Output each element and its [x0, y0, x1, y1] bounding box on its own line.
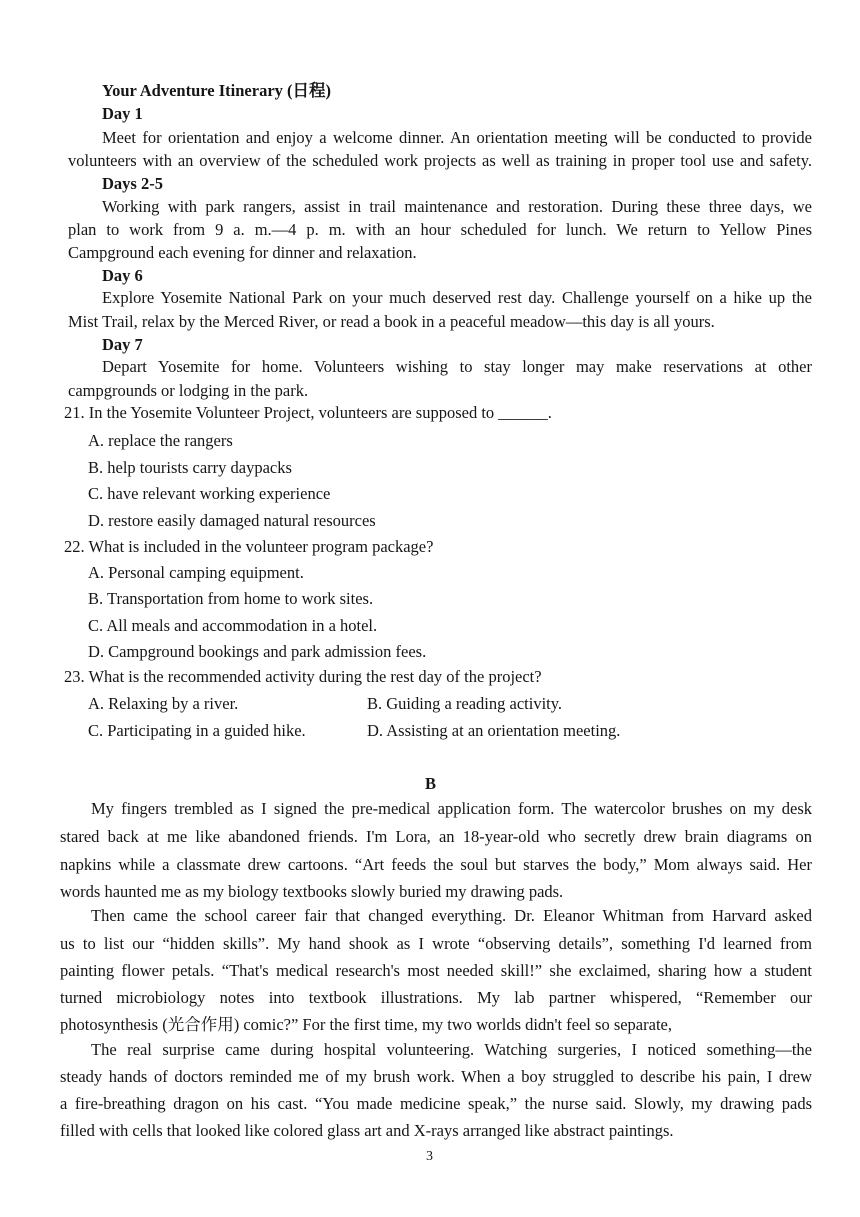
passage-line: steady hands of doctors reminded me of my brush work. When a boy struggled to describe his pain, I drew	[60, 1067, 812, 1086]
passage-line: napkins while a classmate drew cartoons. “Art feeds the soul but starves the body,” Mom always said. Her	[60, 855, 812, 874]
passage-line: filled with cells that looked like colored glass art and X-rays arranged like abstract paintings.	[60, 1121, 674, 1140]
day-1-line: Meet for orientation and enjoy a welcome dinner. An orientation meeting will be conducted to provide	[102, 128, 812, 147]
question-23-option[interactable]: D. Assisting at an orientation meeting.	[367, 721, 621, 740]
passage-line: photosynthesis (光合作用) comic?” For the first time, my two worlds didn't feel so separate,	[60, 1015, 672, 1034]
question-21-option[interactable]: B. help tourists carry daypacks	[88, 458, 292, 477]
passage-line: turned microbiology notes into textbook illustrations. My lab partner whispered, “Remember our	[60, 988, 812, 1007]
question-23-option[interactable]: C. Participating in a guided hike.	[88, 721, 306, 740]
day-7-heading: Day 7	[102, 335, 143, 354]
day-1-heading: Day 1	[102, 104, 143, 123]
question-21-stem: 21. In the Yosemite Volunteer Project, volunteers are supposed to ______.	[64, 403, 552, 422]
days-2-5-heading: Days 2-5	[102, 174, 163, 193]
days-2-5-line: Campground each evening for dinner and relaxation.	[68, 243, 417, 262]
question-22-option[interactable]: D. Campground bookings and park admission fees.	[88, 642, 427, 661]
day-7-line: campgrounds or lodging in the park.	[68, 381, 309, 400]
question-23-option[interactable]: A. Relaxing by a river.	[88, 694, 239, 713]
passage-line: a fire-breathing dragon on his cast. “You made medicine speak,” the nurse said. Slowly, my drawing pads	[60, 1094, 812, 1113]
day-1-line: volunteers with an overview of the scheduled work projects as well as training in proper tool use and safety.	[68, 151, 812, 170]
question-21-option[interactable]: A. replace the rangers	[88, 431, 233, 450]
question-21-option[interactable]: D. restore easily damaged natural resources	[88, 511, 376, 530]
passage-line: painting flower petals. “That's medical research's most needed skill!” she exclaimed, sharing how a student	[60, 961, 812, 980]
itinerary-title: Your Adventure Itinerary (日程)	[102, 81, 332, 100]
question-22-stem: 22. What is included in the volunteer program package?	[64, 537, 434, 556]
question-22-option[interactable]: A. Personal camping equipment.	[88, 563, 304, 582]
passage-line: us to list our “hidden skills”. My hand shook as I wrote “observing details”, something I'd learned from	[60, 934, 812, 953]
section-b-heading: B	[425, 774, 437, 793]
day-6-line: Mist Trail, relax by the Merced River, or read a book in a peaceful meadow—this day is all yours.	[68, 312, 715, 331]
passage-line: My fingers trembled as I signed the pre-medical application form. The watercolor brushes on my desk	[91, 799, 812, 818]
page-number: 3	[426, 1149, 433, 1164]
question-22-option[interactable]: C. All meals and accommodation in a hotel.	[88, 616, 378, 635]
day-6-line: Explore Yosemite National Park on your much deserved rest day. Challenge yourself on a hike up the	[102, 288, 812, 307]
day-7-line: Depart Yosemite for home. Volunteers wishing to stay longer may make reservations at other	[102, 357, 812, 376]
passage-line: Then came the school career fair that changed everything. Dr. Eleanor Whitman from Harvard asked	[91, 906, 812, 925]
question-21-option[interactable]: C. have relevant working experience	[88, 484, 331, 503]
days-2-5-line: plan to work from 9 a. m.—4 p. m. with an hour scheduled for lunch. We return to Yellow Pines	[68, 220, 812, 239]
days-2-5-line: Working with park rangers, assist in trail maintenance and restoration. During these three days, we	[102, 197, 812, 216]
passage-line: words haunted me as my biology textbooks slowly buried my drawing pads.	[60, 882, 564, 901]
question-23-option[interactable]: B. Guiding a reading activity.	[367, 694, 563, 713]
day-6-heading: Day 6	[102, 266, 143, 285]
passage-line: The real surprise came during hospital volunteering. Watching surgeries, I noticed something—the	[91, 1040, 812, 1059]
passage-line: stared back at me like abandoned friends. I'm Lora, an 18-year-old who secretly drew brain diagrams on	[60, 827, 812, 846]
question-23-stem: 23. What is the recommended activity during the rest day of the project?	[64, 667, 542, 686]
question-22-option[interactable]: B. Transportation from home to work sites.	[88, 589, 374, 608]
